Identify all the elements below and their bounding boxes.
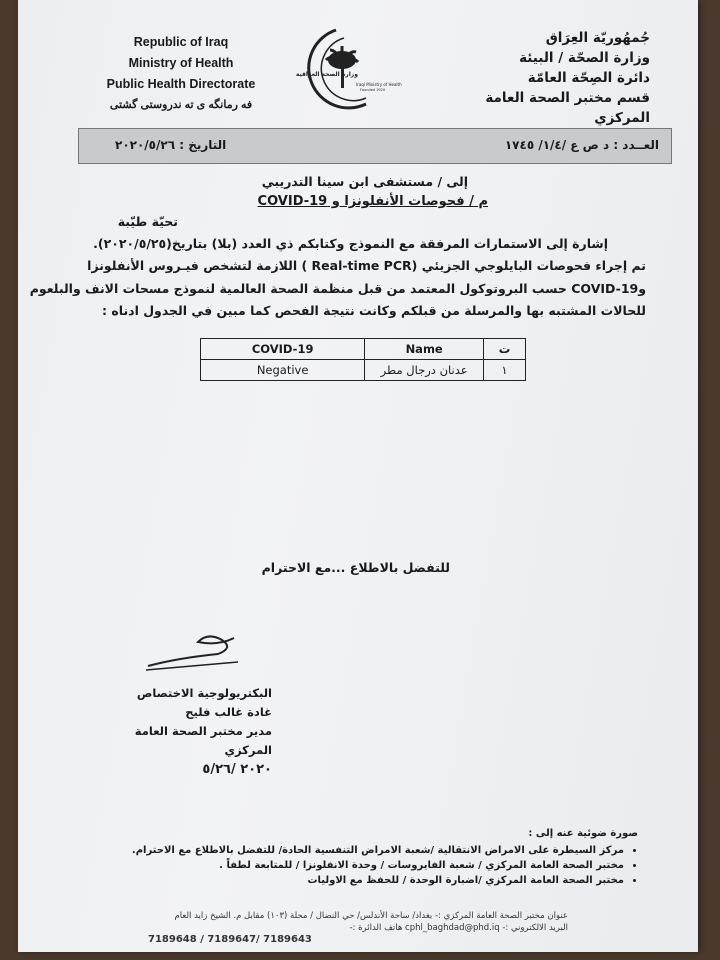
cell-index: ١ [484, 360, 526, 381]
header-covid: COVID-19 [201, 339, 365, 360]
cc-item-1: • مركز السيطرة على الامراض الانتقالية /شعبة الامراض التنفسية الحادة/ للتفضل بالاطلاع مع الاحترام. [78, 843, 624, 858]
logo-text-ar: وزارة الصحة العراقية [296, 71, 358, 78]
cc-heading: صورة ضوئية عنه إلى : [528, 828, 638, 839]
signature-block [122, 684, 272, 779]
reference-number: العــدد : د ص ع /١/٤/ ١٧٤٥ [504, 138, 659, 152]
header-ar-line1: جُمهُوريّة العِرَاق [545, 30, 650, 46]
document-page [18, 0, 698, 952]
cc-item-2: • مختبر الصحة العامة المركزي / شعبة الفايروسات / وحدة الانفلونزا / للمتابعة لطفاً . [78, 858, 624, 873]
reference-date: التاريخ : ٢٠٢٠/٥/٢٦ [115, 138, 227, 152]
cell-result: Negative [201, 360, 365, 381]
table-header-row [201, 339, 526, 360]
results-table [200, 338, 526, 381]
paragraph-2: تم إجراء فحوصات البايلوجي الجزيئي (Real-time PCR ) اللازمة لتشخص فيـروس الأنفلونزا [87, 258, 646, 273]
logo-text-en1: Iraqi Ministry of Health [356, 82, 402, 87]
header-ar-line3: دائرة الصِحّة العامّة [527, 70, 650, 86]
reference-bar [78, 128, 672, 164]
greeting: تحيّة طيّبة [117, 214, 178, 229]
cc-item-3: • مختبر الصحة العامة المركزي /اضبارة الوحدة / للحفظ مع الاوليات [78, 873, 624, 888]
header-english [96, 32, 266, 116]
signature-title: البكتريولوجية الاختصاص [136, 686, 272, 700]
header-index: ت [484, 339, 526, 360]
closing-line: للتفضل بالاطلاع ...مع الاحترام [261, 560, 450, 575]
header-en-line3: Public Health Directorate [106, 77, 256, 91]
carbon-copy-list [78, 826, 638, 888]
footer-address: عنوان مختبر الصحة العامة المركزي :- بغداد/ ساحة الأندلس/ حي النضال / محلة (١٠٣) مقابل م. الشيخ زايد العام [174, 911, 568, 921]
table-row [201, 360, 526, 381]
header-ar-line4: قسم مختبر الصحة العامة المركزي [485, 90, 650, 126]
palm-tree-icon [326, 46, 358, 88]
header-kurdish-line: فه رمانگه ى ته ندروستى گشتى [109, 99, 253, 111]
footer [148, 910, 568, 946]
paragraph-1: إشارة إلى الاستمارات المرفقة مع النموذج وكتابكم ذي العدد (بلا) بتاريخ(٢٠٢٠/٥/٢٥). [93, 236, 608, 251]
recipient: إلى / مستشفى ابن سينا التدريبي [261, 174, 468, 189]
header-name: Name [365, 339, 484, 360]
paragraph-3: وCOVID-19 حسب البروتوكول المعتمد من قبل منظمة الصحة العالمية لنموذج مسحات الانف والبلعوم [29, 281, 646, 296]
logo-text-en2: Founded 1920 [360, 88, 386, 92]
cell-name: عدنان درجال مطر [365, 360, 484, 381]
handwritten-signature [138, 628, 248, 678]
signature-position: مدير مختبر الصحة العامة المركزي [134, 724, 272, 757]
header-en-line2: Ministry of Health [128, 56, 234, 70]
footer-phone-numbers: 7189648 / 7189647/ 7189643 [148, 934, 312, 945]
signature-date: ٢٠٢٠ /٥/٢٦ [202, 762, 272, 777]
ministry-logo [296, 20, 406, 110]
subject: م / فحوصات الأنفلونزا و COVID-19 [257, 194, 488, 209]
header-ar-line2: وزارة الصحّة / البيئة [519, 50, 650, 66]
header-en-line1: Republic of Iraq [133, 35, 229, 49]
header-arabic [430, 28, 650, 128]
footer-email-phone: البريد الالكتروني :- cphl_baghdad@phd.iq هاتف الدائرة :- [349, 923, 568, 933]
signature-name: غادة غالب فليح [185, 705, 272, 719]
paragraph-4: للحالات المشتبه بها والمرسلة من قبلكم وكانت نتيجة الفحص كما مبين في الجدول ادناه : [102, 303, 646, 318]
